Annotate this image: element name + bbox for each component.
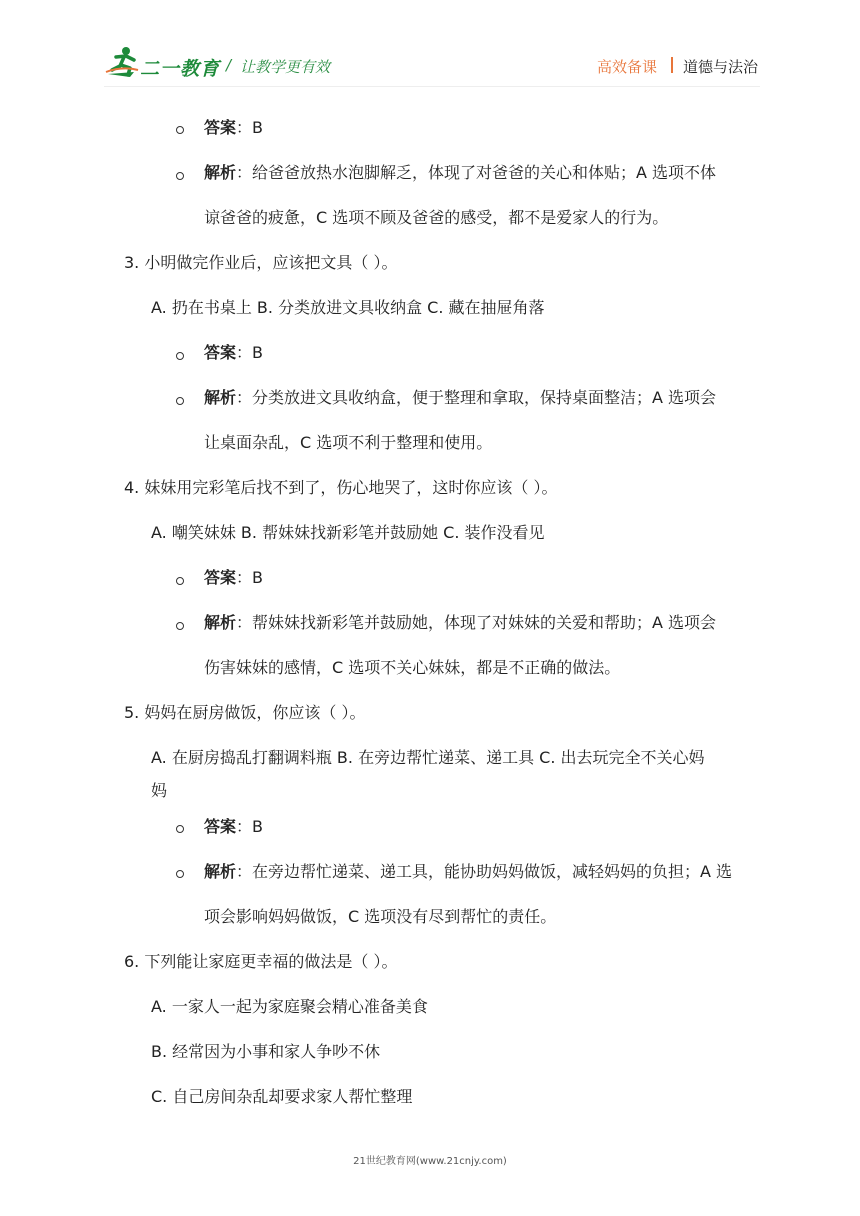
q5-options-line1: A. 在厨房捣乱打翻调料瓶 B. 在旁边帮忙递菜、递工具 C. 出去玩完全不关心妈 xyxy=(151,748,705,767)
q5-analysis-line2: 项会影响妈妈做饭，C 选项没有尽到帮忙的责任。 xyxy=(204,907,557,926)
q2-analysis-line1 xyxy=(204,162,716,184)
analysis-text: ：分类放进文具收纳盒，便于整理和拿取，保持桌面整洁；A 选项会 xyxy=(236,388,717,407)
q3-stem: 3. 小明做完作业后，应该把文具（ ）。 xyxy=(124,253,398,272)
analysis-label: 解析 xyxy=(204,163,237,182)
answer-value: ：B xyxy=(236,817,263,836)
q4-stem: 4. 妹妹用完彩笔后找不到了，伤心地哭了，这时你应该（ ）。 xyxy=(124,478,558,497)
analysis-text: ：在旁边帮忙递菜、递工具，能协助妈妈做饭，减轻妈妈的负担；A 选 xyxy=(236,862,733,881)
q6-option-c: C. 自己房间杂乱却要求家人帮忙整理 xyxy=(151,1087,413,1106)
q3-analysis-line2: 让桌面杂乱，C 选项不利于整理和使用。 xyxy=(204,433,493,452)
answer-value: ：B xyxy=(236,568,263,587)
page-header xyxy=(0,0,860,96)
analysis-text: ：给爸爸放热水泡脚解乏，体现了对爸爸的关心和体贴；A 选项不体 xyxy=(236,163,717,182)
bullet-icon xyxy=(176,172,184,180)
q5-analysis-line1 xyxy=(204,861,732,883)
subject-label: 道德与法治 xyxy=(683,58,759,76)
q4-analysis-line2: 伤害妹妹的感情，C 选项不关心妹妹，都是不正确的做法。 xyxy=(204,658,621,677)
q3-options: A. 扔在书桌上 B. 分类放进文具收纳盒 C. 藏在抽屉角落 xyxy=(151,298,545,317)
header-rule xyxy=(104,86,760,87)
bullet-icon xyxy=(176,352,184,360)
answer-label: 答案 xyxy=(204,343,237,362)
analysis-label: 解析 xyxy=(204,388,237,407)
q4-answer xyxy=(204,567,263,589)
slogan-separator: / xyxy=(226,56,232,74)
answer-value: ：B xyxy=(236,118,263,137)
analysis-label: 解析 xyxy=(204,862,237,881)
answer-label: 答案 xyxy=(204,118,237,137)
q5-options-line2: 妈 xyxy=(151,781,168,800)
bullet-icon xyxy=(176,622,184,630)
q5-answer xyxy=(204,816,263,838)
q4-options: A. 嘲笑妹妹 B. 帮妹妹找新彩笔并鼓励她 C. 装作没看见 xyxy=(151,523,545,542)
q6-option-a: A. 一家人一起为家庭聚会精心准备美食 xyxy=(151,997,428,1016)
answer-value: ：B xyxy=(236,343,263,362)
bullet-icon xyxy=(176,126,184,134)
bullet-icon xyxy=(176,397,184,405)
analysis-text: ：帮妹妹找新彩笔并鼓励她，体现了对妹妹的关爱和帮助；A 选项会 xyxy=(236,613,717,632)
slogan: 让教学更有效 xyxy=(240,58,331,76)
header-divider xyxy=(671,57,673,73)
bullet-icon xyxy=(176,870,184,878)
answer-label: 答案 xyxy=(204,817,237,836)
q3-answer xyxy=(204,342,263,364)
analysis-label: 解析 xyxy=(204,613,237,632)
q6-stem: 6. 下列能让家庭更幸福的做法是（ ）。 xyxy=(124,952,398,971)
course-tag: 高效备课 xyxy=(597,58,658,76)
brand-name: 二一教育 xyxy=(140,58,221,80)
q5-stem: 5. 妈妈在厨房做饭，你应该（ ）。 xyxy=(124,703,366,722)
q4-analysis-line1 xyxy=(204,612,716,634)
bullet-icon xyxy=(176,825,184,833)
q6-option-b: B. 经常因为小事和家人争吵不休 xyxy=(151,1042,381,1061)
q2-analysis-line2: 谅爸爸的疲惫，C 选项不顾及爸爸的感受，都不是爱家人的行为。 xyxy=(204,208,669,227)
answer-label: 答案 xyxy=(204,568,237,587)
q3-analysis-line1 xyxy=(204,387,716,409)
bullet-icon xyxy=(176,577,184,585)
q2-answer xyxy=(204,117,263,139)
page-footer: 21世纪教育网(www.21cnjy.com) xyxy=(353,1156,507,1167)
